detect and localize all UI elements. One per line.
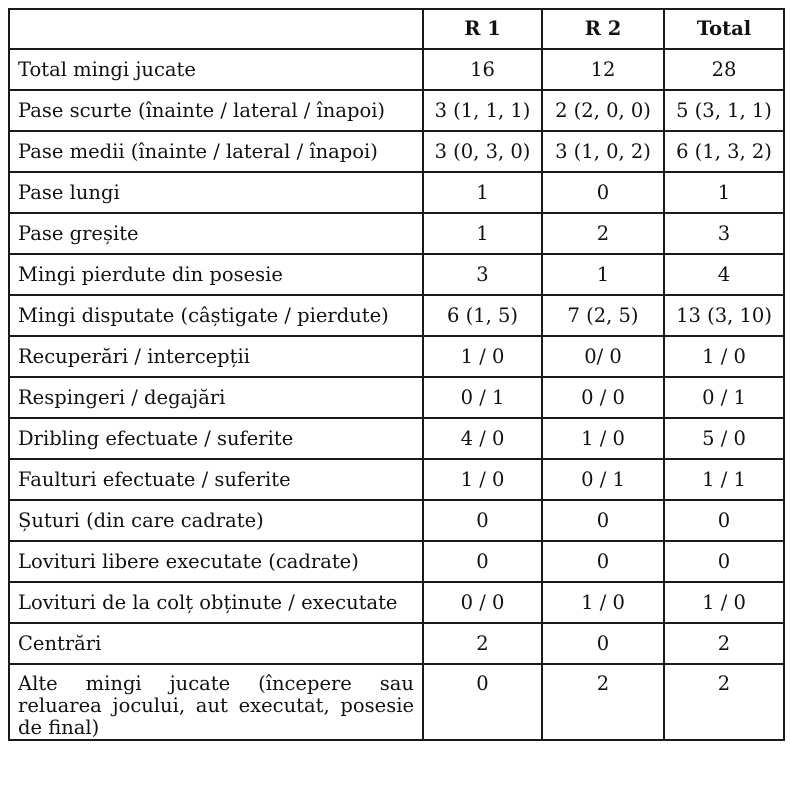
table-row [9,418,784,459]
r2-cell: 1 [542,254,664,295]
total-cell: 1 / 1 [664,459,784,500]
r1-cell: 0 [423,664,542,740]
row-label: Mingi disputate (câștigate / pierdute) [9,295,423,336]
r1-cell: 16 [423,49,542,90]
row-label: Lovituri libere executate (cadrate) [9,541,423,582]
r2-cell: 1 / 0 [542,582,664,623]
total-cell: 0 [664,541,784,582]
r2-cell: 7 (2, 5) [542,295,664,336]
total-cell: 1 / 0 [664,336,784,377]
total-cell: 1 / 0 [664,582,784,623]
table-row [9,172,784,213]
table-row [9,49,784,90]
r1-cell: 0 [423,500,542,541]
table-row [9,336,784,377]
row-label: Total mingi jucate [9,49,423,90]
table-row [9,295,784,336]
table-row [9,664,784,740]
r2-cell: 3 (1, 0, 2) [542,131,664,172]
r2-cell: 1 / 0 [542,418,664,459]
r2-cell: 2 [542,213,664,254]
r1-cell: 6 (1, 5) [423,295,542,336]
row-label: Pase lungi [9,172,423,213]
row-label: Pase medii (înainte / lateral / înapoi) [9,131,423,172]
r1-cell: 0 / 1 [423,377,542,418]
total-cell: 0 / 1 [664,377,784,418]
row-label: Recuperări / intercepții [9,336,423,377]
total-cell: 0 [664,500,784,541]
table-row [9,213,784,254]
r1-cell: 1 / 0 [423,336,542,377]
total-cell: 4 [664,254,784,295]
row-label: Alte mingi jucate (începere sau reluarea jocului, aut executat, posesie de final) [9,664,423,740]
header-r1: R 1 [423,9,542,49]
r1-cell: 2 [423,623,542,664]
total-cell: 28 [664,49,784,90]
total-cell: 3 [664,213,784,254]
table-row [9,131,784,172]
r1-cell: 0 / 0 [423,582,542,623]
row-label: Respingeri / degajări [9,377,423,418]
table-row [9,459,784,500]
r1-cell: 3 (0, 3, 0) [423,131,542,172]
header-r2: R 2 [542,9,664,49]
header-total: Total [664,9,784,49]
r2-cell: 0 / 1 [542,459,664,500]
r2-cell: 2 (2, 0, 0) [542,90,664,131]
r2-cell: 12 [542,49,664,90]
r1-cell: 1 [423,213,542,254]
r2-cell: 0 [542,500,664,541]
row-label: Pase greșite [9,213,423,254]
table-row [9,90,784,131]
r2-cell: 0 [542,172,664,213]
r2-cell: 0 [542,623,664,664]
total-cell: 5 / 0 [664,418,784,459]
statistics-table [8,8,785,741]
table-row [9,377,784,418]
r1-cell: 3 [423,254,542,295]
row-label: Pase scurte (înainte / lateral / înapoi) [9,90,423,131]
row-label: Dribling efectuate / suferite [9,418,423,459]
row-label: Mingi pierdute din posesie [9,254,423,295]
header-row [9,9,784,49]
header-label-column [9,9,423,49]
r1-cell: 3 (1, 1, 1) [423,90,542,131]
r1-cell: 0 [423,541,542,582]
table-row [9,582,784,623]
total-cell: 5 (3, 1, 1) [664,90,784,131]
table-row [9,254,784,295]
table-row [9,541,784,582]
r1-cell: 1 / 0 [423,459,542,500]
row-label: Faulturi efectuate / suferite [9,459,423,500]
r2-cell: 0 / 0 [542,377,664,418]
row-label: Șuturi (din care cadrate) [9,500,423,541]
total-cell: 13 (3, 10) [664,295,784,336]
total-cell: 2 [664,623,784,664]
r1-cell: 4 / 0 [423,418,542,459]
table-row [9,500,784,541]
row-label: Centrări [9,623,423,664]
table-row [9,623,784,664]
total-cell: 1 [664,172,784,213]
total-cell: 6 (1, 3, 2) [664,131,784,172]
row-label: Lovituri de la colț obținute / executate [9,582,423,623]
r1-cell: 1 [423,172,542,213]
total-cell: 2 [664,664,784,740]
r2-cell: 2 [542,664,664,740]
r2-cell: 0/ 0 [542,336,664,377]
r2-cell: 0 [542,541,664,582]
